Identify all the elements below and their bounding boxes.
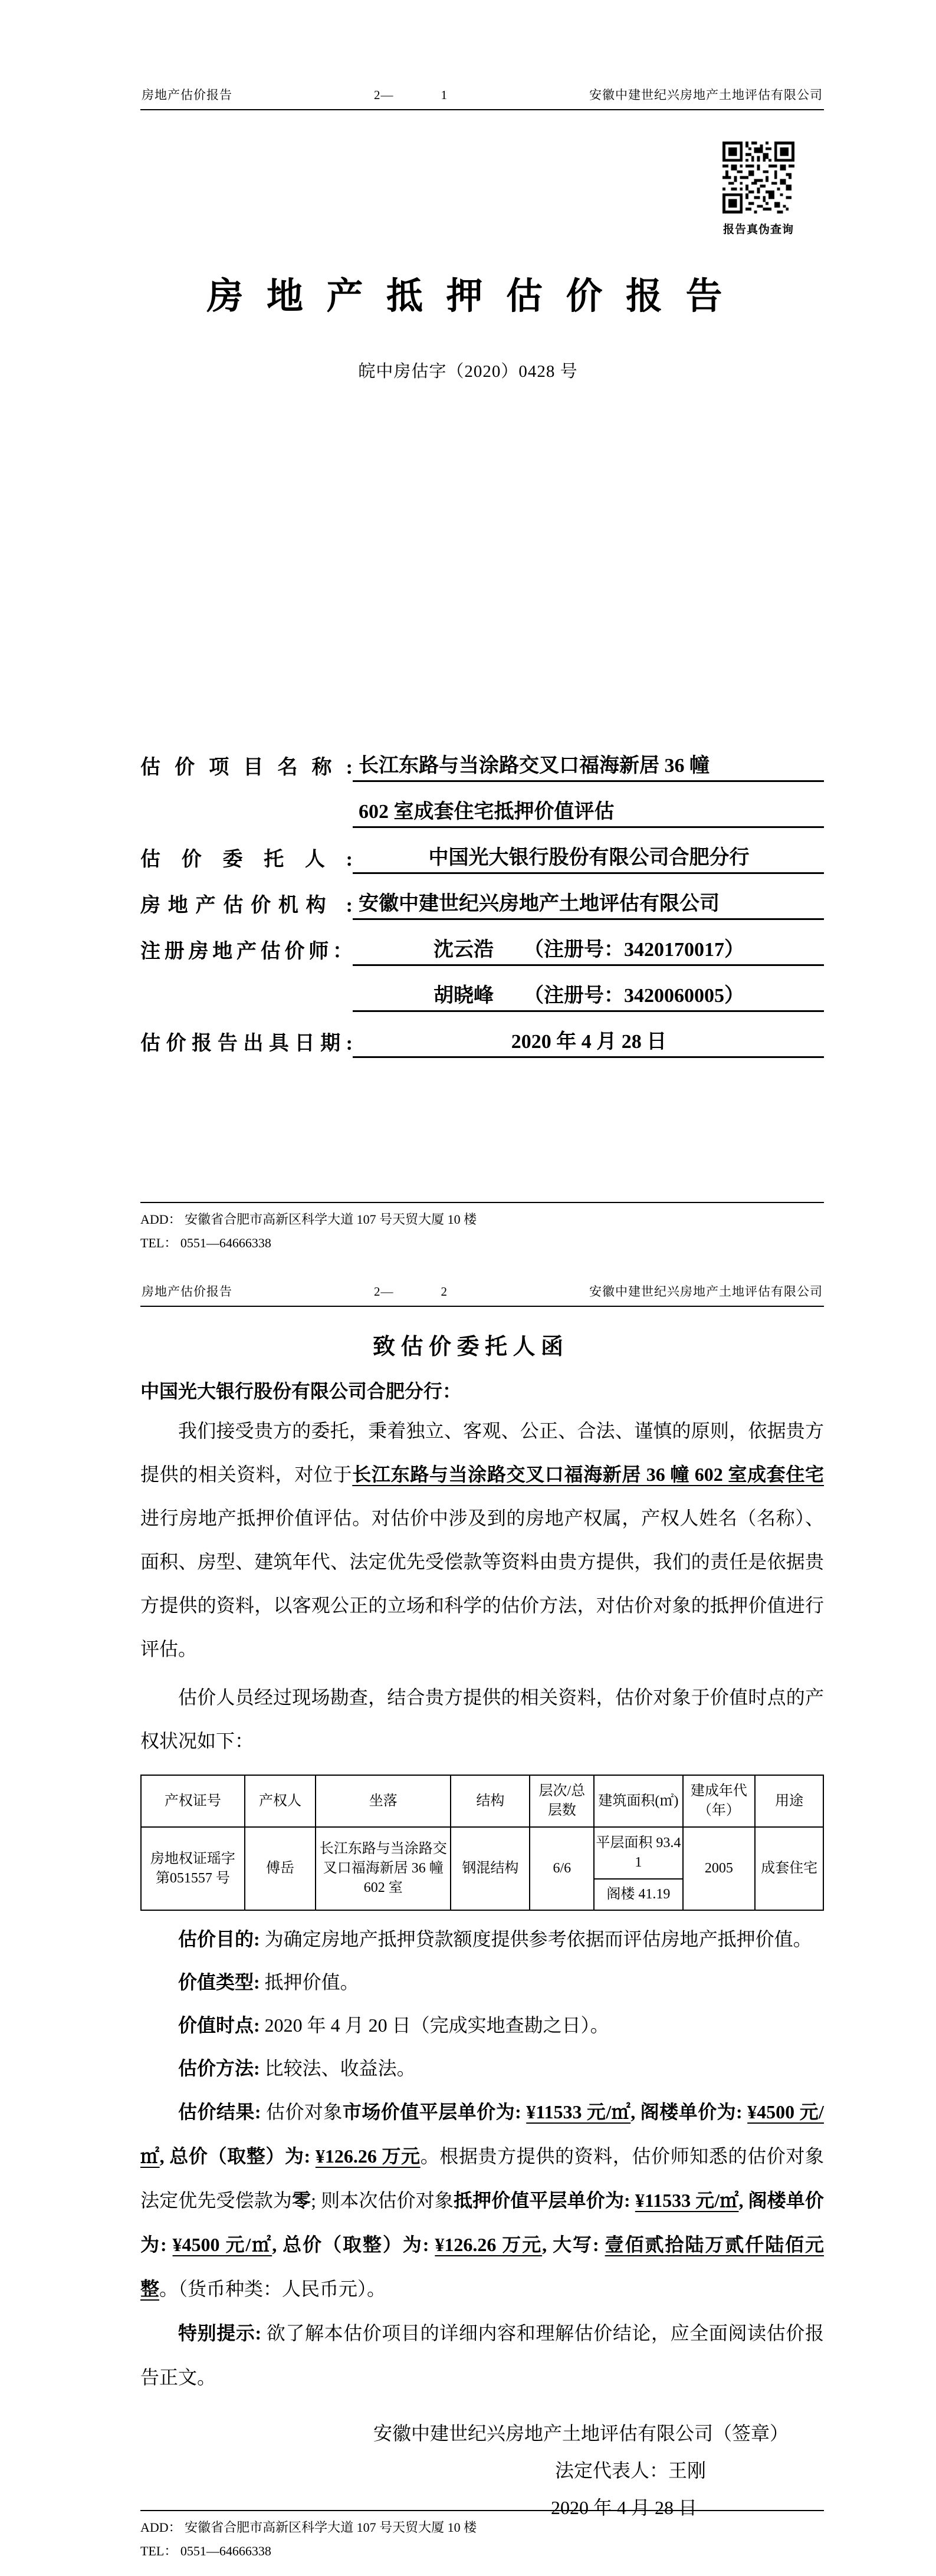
letter-paragraph-1: [140, 1409, 824, 1671]
item-value-date-text: 2020 年 4 月 20 日（完成实地查勘之日）。: [260, 2015, 609, 2036]
col-header-floors: 层次/总层数: [530, 1775, 594, 1827]
field-value-report-date: 2020 年 4 月 28 日: [353, 1025, 824, 1058]
item-purpose-text: 为确定房地产抵押贷款额度提供参考依据而评估房地产抵押价值。: [260, 1928, 812, 1950]
item-method-label: 估价方法:: [178, 2058, 260, 2079]
footer-tel: TEL： 0551—64666338: [140, 2544, 271, 2558]
footer-divider: [140, 1202, 824, 1203]
result-text: ; 则本次估价对象: [311, 2190, 454, 2211]
result-text: , 阁楼单价为:: [140, 2190, 824, 2255]
result-text: , 总价（取整）为:: [272, 2234, 435, 2255]
special-notice-label: 特别提示:: [178, 2322, 262, 2344]
letter-title: 致 估 价 委 托 人 函: [372, 1335, 563, 1359]
page2-running-header: [142, 1268, 823, 1300]
header-page-indicator: [374, 1284, 448, 1299]
result-text: , 总价（取整）为:: [159, 2145, 316, 2167]
property-rights-table: [140, 1775, 824, 1911]
col-header-usage: 用途: [755, 1775, 823, 1827]
field-label-project-name: 估 价 项 目 名 称 :: [140, 757, 353, 778]
field-label-report-date: 估价报告出具日期:: [140, 1033, 353, 1054]
qr-verification-block: [722, 142, 794, 236]
result-text: , 阁楼单价为:: [630, 2101, 748, 2122]
cell-area: [594, 1827, 682, 1910]
form-row-project-name-cont: [140, 782, 824, 828]
field-label-appraisers: 注册房地产估价师：: [140, 941, 353, 962]
field-value-project-name-cont: 602 室成套住宅抵押价值评估: [353, 795, 824, 828]
footer-tel: TEL： 0551—64666338: [140, 1236, 271, 1250]
table-header-row: [141, 1775, 823, 1827]
field-value-project-name: 长江东路与当涂路交叉口福海新居 36 幢: [353, 749, 824, 782]
item-value-date-label: 价值时点:: [178, 2015, 260, 2036]
special-notice-paragraph: [140, 2311, 824, 2400]
cell-area-attic: 阁楼 41.19: [606, 1887, 671, 1902]
para1-pre: 我们接受贵方的委托，秉着独立、客观、公正、合法、谨慎的原则，依据贵方提供的相关资料，对位于: [140, 1420, 824, 1485]
letter-paragraph-2: 估价人员经过现场勘查，结合贵方提供的相关资料，估价对象于价值时点的产权状况如下：: [140, 1687, 824, 1752]
cover-form-section: [140, 736, 824, 1058]
item-method: [140, 2047, 824, 2090]
qr-code-icon: [722, 142, 794, 213]
col-header-owner: 产权人: [245, 1775, 316, 1827]
result-text: 估价对象: [261, 2101, 343, 2122]
report-page-2: [0, 1268, 936, 2576]
result-label: 估价结果:: [178, 2101, 261, 2122]
item-purpose: [140, 1918, 824, 1961]
form-row-project-name: [140, 736, 824, 782]
field-value-appraiser-2: 胡晓峰 （注册号：3420060005）: [353, 979, 824, 1012]
qr-caption: 报告真伪查询: [722, 224, 794, 236]
header-page-indicator: [374, 88, 448, 103]
result-mortgage-unit-price-attic: ¥4500 元/㎡: [172, 2234, 272, 2255]
report-doc-number: 皖中房估字（2020）0428 号: [358, 362, 578, 381]
field-value-agency: 安徽中建世纪兴房地产土地评估有限公司: [353, 887, 824, 920]
result-priority-zero: 零: [291, 2190, 311, 2211]
cell-location: 长江东路与当涂路交叉口福海新居 36 幢 602 室: [316, 1827, 451, 1910]
col-header-area: 建筑面积(㎡): [594, 1775, 682, 1827]
result-unit-price-attic: ¥4500 元/㎡: [140, 2101, 824, 2167]
para1-property-highlight: 长江东路与当涂路交叉口福海新居 36 幢 602 室成套住宅: [352, 1464, 824, 1485]
footer-divider: [140, 2510, 824, 2511]
result-mortgage-total-price: ¥126.26 万元: [435, 2234, 543, 2255]
field-label-empty: [140, 826, 353, 828]
field-label-agency: 房地产估价机构 :: [140, 895, 353, 916]
cell-floors: 6/6: [530, 1827, 594, 1910]
item-value-type: [140, 1961, 824, 2004]
item-purpose-label: 估价目的:: [178, 1928, 260, 1950]
para1-post: 进行房地产抵押价值评估。对估价中涉及到的房地产权属，产权人姓名（名称）、面积、房型、建筑年代、法定优先受偿款等资料由贵方提供，我们的责任是依据贵方提供的资料，以客观公正的立场和科学的估价方法，对估价对象的抵押价值进行评估。: [140, 1507, 824, 1660]
header-doc-type: 房地产估价报告: [142, 88, 232, 102]
page2-footer: [140, 2510, 824, 2563]
header-divider: [140, 109, 824, 110]
form-row-appraiser-1: [140, 920, 824, 966]
signature-company: 安徽中建世纪兴房地产土地评估有限公司（签章）: [373, 2423, 789, 2444]
result-unit-price-main: ¥11533 元/㎡: [526, 2101, 631, 2122]
field-label-empty-2: [140, 1010, 353, 1012]
cell-year-built: 2005: [683, 1827, 756, 1910]
page1-footer: [140, 1202, 824, 1255]
item-value-type-text: 抵押价值。: [260, 1972, 359, 1993]
result-text: 市场价值平层单价为:: [342, 2101, 527, 2122]
result-text: 抵押价值平层单价为:: [453, 2190, 635, 2211]
header-divider: [140, 1306, 824, 1307]
result-text: , 大写:: [542, 2234, 605, 2255]
header-current-page: 2: [441, 1284, 448, 1299]
item-method-text: 比较法、收益法。: [260, 2058, 416, 2079]
header-current-page: 1: [441, 88, 448, 102]
result-text: 。（货币种类：人民币元）。: [159, 2278, 386, 2299]
cell-area-main: 平层面积 93.41: [595, 1828, 682, 1880]
col-header-year-built: 建成年代（年）: [683, 1775, 756, 1827]
header-doc-type: 房地产估价报告: [142, 1284, 232, 1299]
form-row-report-date: [140, 1012, 824, 1058]
form-row-agency: [140, 874, 824, 920]
special-notice-text: 欲了解本估价项目的详细内容和理解估价结论，应全面阅读估价报告正文。: [140, 2322, 824, 2388]
item-value-date: [140, 2004, 824, 2047]
signature-date: 2020 年 4 月 28 日: [550, 2497, 697, 2518]
field-value-appraiser-1: 沈云浩 （注册号：3420170017）: [353, 933, 824, 966]
header-company-name: 安徽中建世纪兴房地产土地评估有限公司: [589, 1284, 823, 1299]
footer-address: ADD： 安徽省合肥市高新区科学大道 107 号天贸大厦 10 楼: [140, 1212, 477, 1227]
table-data-row: [141, 1827, 823, 1910]
item-value-type-label: 价值类型:: [178, 1972, 260, 1993]
form-row-appraiser-2: [140, 966, 824, 1012]
result-text: 。根据贵方提供的资料，估价师知悉的估价对象法定优先受偿款为: [140, 2145, 824, 2211]
field-label-client: 估 价 委 托 人 :: [140, 849, 353, 870]
result-total-price: ¥126.26 万元: [315, 2145, 421, 2167]
result-total-in-words: 壹佰贰拾陆万贰仟陆佰元整: [140, 2234, 824, 2299]
letter-salutation: 中国光大银行股份有限公司合肥分行：: [140, 1381, 462, 1402]
report-page-1: [0, 0, 936, 1268]
cell-usage: 成套住宅: [755, 1827, 823, 1910]
cell-cert-no: 房地权证瑶字第051557 号: [141, 1827, 245, 1910]
cell-owner: 傅岳: [245, 1827, 316, 1910]
signature-legal-rep: 法定代表人：王刚: [554, 2460, 706, 2481]
page1-running-header: [142, 0, 823, 103]
header-total-pages: 2—: [374, 88, 394, 102]
form-row-client: [140, 828, 824, 874]
field-value-client: 中国光大银行股份有限公司合肥分行: [353, 841, 824, 874]
appraisal-items-section: [0, 1918, 936, 2090]
col-header-location: 坐落: [316, 1775, 451, 1827]
footer-address: ADD： 安徽省合肥市高新区科学大道 107 号天贸大厦 10 楼: [140, 2520, 477, 2535]
cell-structure: 钢混结构: [451, 1827, 530, 1910]
report-main-title: 房 地 产 抵 押 估 价 报 告: [206, 277, 730, 317]
appraisal-result-paragraph: [140, 2090, 824, 2311]
header-total-pages: 2—: [374, 1284, 394, 1299]
col-header-structure: 结构: [451, 1775, 530, 1827]
result-mortgage-unit-price-main: ¥11533 元/㎡: [635, 2190, 739, 2211]
col-header-cert-no: 产权证号: [141, 1775, 245, 1827]
header-company-name: 安徽中建世纪兴房地产土地评估有限公司: [589, 88, 823, 102]
